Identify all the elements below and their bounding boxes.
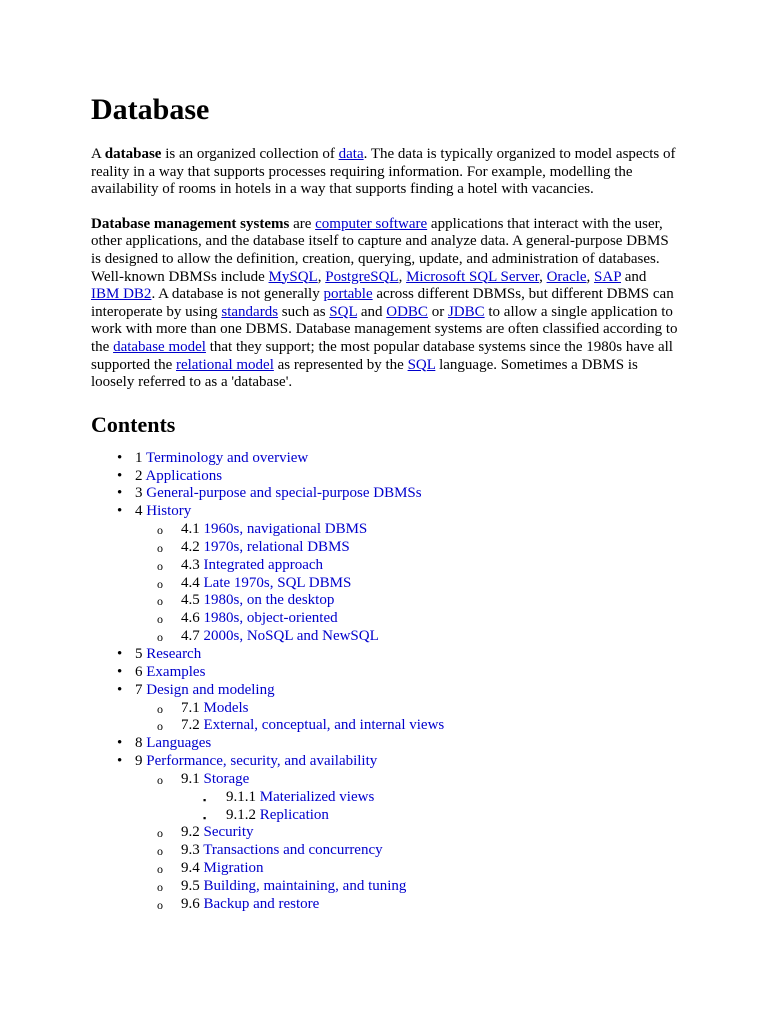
toc-entry bbox=[135, 503, 191, 521]
toc-entry bbox=[135, 682, 275, 700]
toc-link[interactable]: General-purpose and special-purpose DBMSs bbox=[146, 485, 422, 502]
toc-link[interactable]: Research bbox=[146, 646, 202, 662]
link-relational-model[interactable]: relational model bbox=[175, 356, 274, 373]
toc-link[interactable]: Migration bbox=[203, 860, 264, 877]
bullet-icon: ▪ bbox=[203, 794, 207, 805]
toc-link[interactable]: Transactions and concurrency bbox=[203, 842, 383, 859]
toc-item bbox=[91, 682, 678, 700]
toc-item bbox=[91, 878, 678, 896]
bullet-icon: o bbox=[157, 862, 163, 877]
dbms-text: , bbox=[586, 268, 595, 285]
bullet-icon: • bbox=[117, 467, 123, 484]
toc-entry bbox=[181, 717, 444, 735]
bullet-icon: • bbox=[117, 663, 123, 680]
toc-link[interactable]: 1960s, navigational DBMS bbox=[203, 521, 368, 538]
toc-entry bbox=[181, 860, 264, 878]
bullet-icon: o bbox=[157, 826, 163, 841]
toc-entry bbox=[181, 575, 351, 593]
toc-item bbox=[91, 717, 678, 735]
bullet-icon: • bbox=[117, 503, 123, 520]
toc-number: 9.4 bbox=[181, 860, 204, 877]
toc-number: 4.2 bbox=[181, 538, 204, 555]
toc-link[interactable]: Design and modeling bbox=[146, 681, 275, 698]
toc-number: 4.3 bbox=[181, 556, 204, 573]
bullet-icon: o bbox=[157, 897, 163, 912]
toc-entry bbox=[181, 896, 319, 914]
toc-link[interactable]: External, conceptual, and internal views bbox=[203, 717, 445, 734]
toc-entry bbox=[181, 521, 367, 539]
dbms-text: and bbox=[357, 303, 387, 320]
dbms-text: applications that interact with the user, other applications, and the database itself to capture and analyze data. A general-purpose DBMS is designed to allow the definition, creation, querying, update, and administration of databases. Well-known DBMSs include bbox=[91, 215, 669, 285]
toc-item bbox=[91, 575, 678, 593]
bullet-icon: o bbox=[157, 844, 163, 859]
toc-item bbox=[91, 646, 678, 664]
bullet-icon: o bbox=[157, 576, 163, 591]
toc-link[interactable]: 1970s, relational DBMS bbox=[203, 538, 350, 555]
link-portable[interactable]: portable bbox=[323, 286, 373, 303]
toc-entry bbox=[226, 789, 374, 807]
toc-item bbox=[91, 842, 678, 860]
dbms-text: across different DBMSs, but different DBMS can interoperate by using bbox=[91, 286, 674, 320]
toc-item bbox=[91, 592, 678, 610]
link-ibm-db2[interactable]: IBM DB2 bbox=[91, 286, 152, 303]
bullet-icon: o bbox=[157, 772, 163, 787]
dbms-text: that they support; the most popular database systems since the 1980s have all supported the bbox=[91, 338, 673, 373]
bullet-icon: o bbox=[157, 612, 163, 627]
link-oracle[interactable]: Oracle bbox=[546, 268, 587, 285]
toc-link[interactable]: Backup and restore bbox=[203, 895, 320, 912]
toc-item bbox=[91, 468, 678, 486]
toc-link[interactable]: History bbox=[146, 503, 192, 520]
toc-number: 9.5 bbox=[181, 877, 204, 894]
bullet-icon: o bbox=[157, 879, 163, 894]
toc-number: 9.1.2 bbox=[226, 806, 260, 823]
toc-entry bbox=[181, 700, 249, 718]
toc-link[interactable]: Materialized views bbox=[259, 788, 375, 805]
toc-number: 4.4 bbox=[181, 574, 204, 591]
toc-number: 9.3 bbox=[181, 842, 204, 859]
toc-number: 2 bbox=[135, 467, 146, 484]
toc-link[interactable]: 1980s, on the desktop bbox=[203, 592, 335, 609]
bullet-icon: • bbox=[117, 753, 123, 770]
toc-item bbox=[91, 753, 678, 771]
toc-number: 9.2 bbox=[181, 824, 204, 841]
toc-entry bbox=[135, 468, 222, 486]
toc-number: 7.1 bbox=[181, 699, 204, 716]
toc-entry bbox=[135, 450, 308, 468]
toc-number: 4.7 bbox=[181, 628, 204, 645]
toc-entry bbox=[181, 592, 334, 610]
toc-item bbox=[91, 735, 678, 753]
link-sql[interactable]: SQL bbox=[329, 303, 358, 320]
page-title: Database bbox=[91, 93, 210, 126]
toc-number: 7 bbox=[135, 681, 147, 698]
toc-number: 7.2 bbox=[181, 717, 204, 734]
toc-entry bbox=[226, 807, 329, 825]
toc-link[interactable]: Applications bbox=[145, 467, 223, 484]
toc-number: 6 bbox=[135, 663, 147, 680]
toc-link[interactable]: Integrated approach bbox=[203, 556, 324, 573]
link-odbc[interactable]: ODBC bbox=[386, 303, 428, 320]
intro-bold-term: database bbox=[104, 146, 162, 162]
toc-number: 4.1 bbox=[181, 521, 204, 538]
dbms-text: to allow a single application to work with more than one DBMS. Database management systems are often classified according to the bbox=[91, 303, 678, 355]
toc-link[interactable]: Late 1970s, SQL DBMS bbox=[203, 574, 352, 591]
dbms-paragraph bbox=[91, 216, 678, 392]
toc-entry bbox=[135, 753, 377, 771]
bullet-icon: o bbox=[157, 701, 163, 716]
toc-item bbox=[91, 485, 678, 503]
toc-entry bbox=[135, 664, 205, 682]
toc-link[interactable]: Terminology and overview bbox=[145, 449, 309, 466]
dbms-text: such as bbox=[278, 303, 330, 320]
toc-entry bbox=[181, 628, 379, 646]
link-sql-language[interactable]: SQL bbox=[407, 356, 436, 373]
dbms-text: , bbox=[539, 268, 547, 285]
toc-number: 9 bbox=[135, 753, 147, 770]
bullet-icon: • bbox=[117, 485, 123, 502]
toc-item bbox=[91, 628, 678, 646]
toc-entry bbox=[181, 842, 383, 860]
toc-item bbox=[91, 521, 678, 539]
link-computer-software[interactable]: computer software bbox=[315, 215, 428, 232]
toc-entry bbox=[181, 539, 350, 557]
toc-number: 9.1.1 bbox=[226, 788, 260, 805]
toc-entry bbox=[135, 735, 211, 753]
toc-link[interactable]: Models bbox=[203, 699, 249, 716]
link-postgresql[interactable]: PostgreSQL bbox=[325, 268, 399, 285]
bullet-icon: o bbox=[157, 540, 163, 555]
bullet-icon: • bbox=[117, 449, 123, 466]
link-microsoft-sql-server[interactable]: Microsoft SQL Server bbox=[406, 268, 540, 285]
toc-entry bbox=[181, 824, 254, 842]
link-standards[interactable]: standards bbox=[221, 303, 279, 320]
dbms-text: as represented by the bbox=[273, 356, 408, 373]
bullet-icon: ▪ bbox=[203, 812, 207, 823]
toc-item bbox=[91, 896, 678, 914]
toc-link[interactable]: 1980s, object-oriented bbox=[203, 610, 338, 627]
dbms-text: language. Sometimes a DBMS is loosely referred to as a 'database'. bbox=[91, 356, 638, 391]
toc-link[interactable]: Security bbox=[203, 824, 254, 841]
bullet-icon: o bbox=[157, 523, 163, 538]
dbms-text: and bbox=[621, 268, 647, 285]
link-sap[interactable]: SAP bbox=[594, 268, 622, 285]
toc-number: 8 bbox=[135, 735, 147, 752]
toc-number: 5 bbox=[135, 646, 147, 662]
toc-item bbox=[91, 789, 678, 807]
dbms-text: are bbox=[289, 215, 316, 232]
toc-number: 9.6 bbox=[181, 895, 204, 912]
toc-link[interactable]: Examples bbox=[146, 663, 206, 680]
intro-text: A bbox=[91, 146, 105, 162]
bullet-icon: o bbox=[157, 719, 163, 734]
toc-number: 9.1 bbox=[181, 770, 204, 787]
toc-item bbox=[91, 450, 678, 468]
toc-item bbox=[91, 610, 678, 628]
toc-item bbox=[91, 860, 678, 878]
toc-item bbox=[91, 807, 678, 825]
toc-item bbox=[91, 503, 678, 521]
toc-number: 4.6 bbox=[181, 610, 204, 627]
toc-link[interactable]: Building, maintaining, and tuning bbox=[203, 877, 407, 894]
toc-link[interactable]: Replication bbox=[259, 806, 329, 823]
toc-item bbox=[91, 700, 678, 718]
toc-entry bbox=[135, 646, 201, 664]
table-of-contents bbox=[91, 450, 678, 914]
toc-link[interactable]: 2000s, NoSQL and NewSQL bbox=[203, 628, 379, 645]
contents-heading: Contents bbox=[91, 411, 176, 437]
toc-entry bbox=[135, 485, 422, 503]
toc-link[interactable]: Storage bbox=[203, 770, 250, 787]
toc-entry bbox=[181, 771, 249, 789]
dbms-bold-term: Database management systems bbox=[91, 215, 290, 232]
link-jdbc[interactable]: JDBC bbox=[447, 303, 485, 320]
toc-item bbox=[91, 664, 678, 682]
bullet-icon: o bbox=[157, 594, 163, 609]
toc-item bbox=[91, 557, 678, 575]
toc-entry bbox=[181, 610, 338, 628]
bullet-icon: • bbox=[117, 646, 123, 662]
intro-text: . The data is typically organized to model aspects of reality in a way that supports processes requiring information. For example, modelling the availability of rooms in hotels in a way that supports finding a hotel with vacancies. bbox=[91, 146, 676, 198]
dbms-text: . A database is not generally bbox=[151, 286, 324, 303]
link-database-model[interactable]: database model bbox=[113, 338, 206, 355]
toc-number: 4.5 bbox=[181, 592, 204, 609]
toc-link[interactable]: Languages bbox=[146, 735, 212, 752]
dbms-text: , bbox=[317, 268, 326, 285]
bullet-icon: o bbox=[157, 558, 163, 573]
link-data[interactable]: data bbox=[338, 146, 364, 162]
toc-number: 4 bbox=[135, 503, 147, 520]
link-mysql[interactable]: MySQL bbox=[268, 268, 318, 285]
toc-entry bbox=[181, 557, 323, 575]
toc-entry bbox=[181, 878, 406, 896]
bullet-icon: • bbox=[117, 681, 123, 698]
dbms-text: or bbox=[427, 303, 448, 320]
dbms-text: , bbox=[398, 268, 407, 285]
toc-item bbox=[91, 824, 678, 842]
toc-item bbox=[91, 771, 678, 789]
toc-number: 3 bbox=[135, 485, 147, 502]
intro-paragraph bbox=[91, 146, 678, 199]
toc-number: 1 bbox=[135, 449, 146, 466]
toc-item bbox=[91, 539, 678, 557]
intro-text: is an organized collection of bbox=[161, 146, 339, 162]
bullet-icon: • bbox=[117, 735, 123, 752]
toc-link[interactable]: Performance, security, and availability bbox=[146, 753, 378, 770]
bullet-icon: o bbox=[157, 630, 163, 645]
